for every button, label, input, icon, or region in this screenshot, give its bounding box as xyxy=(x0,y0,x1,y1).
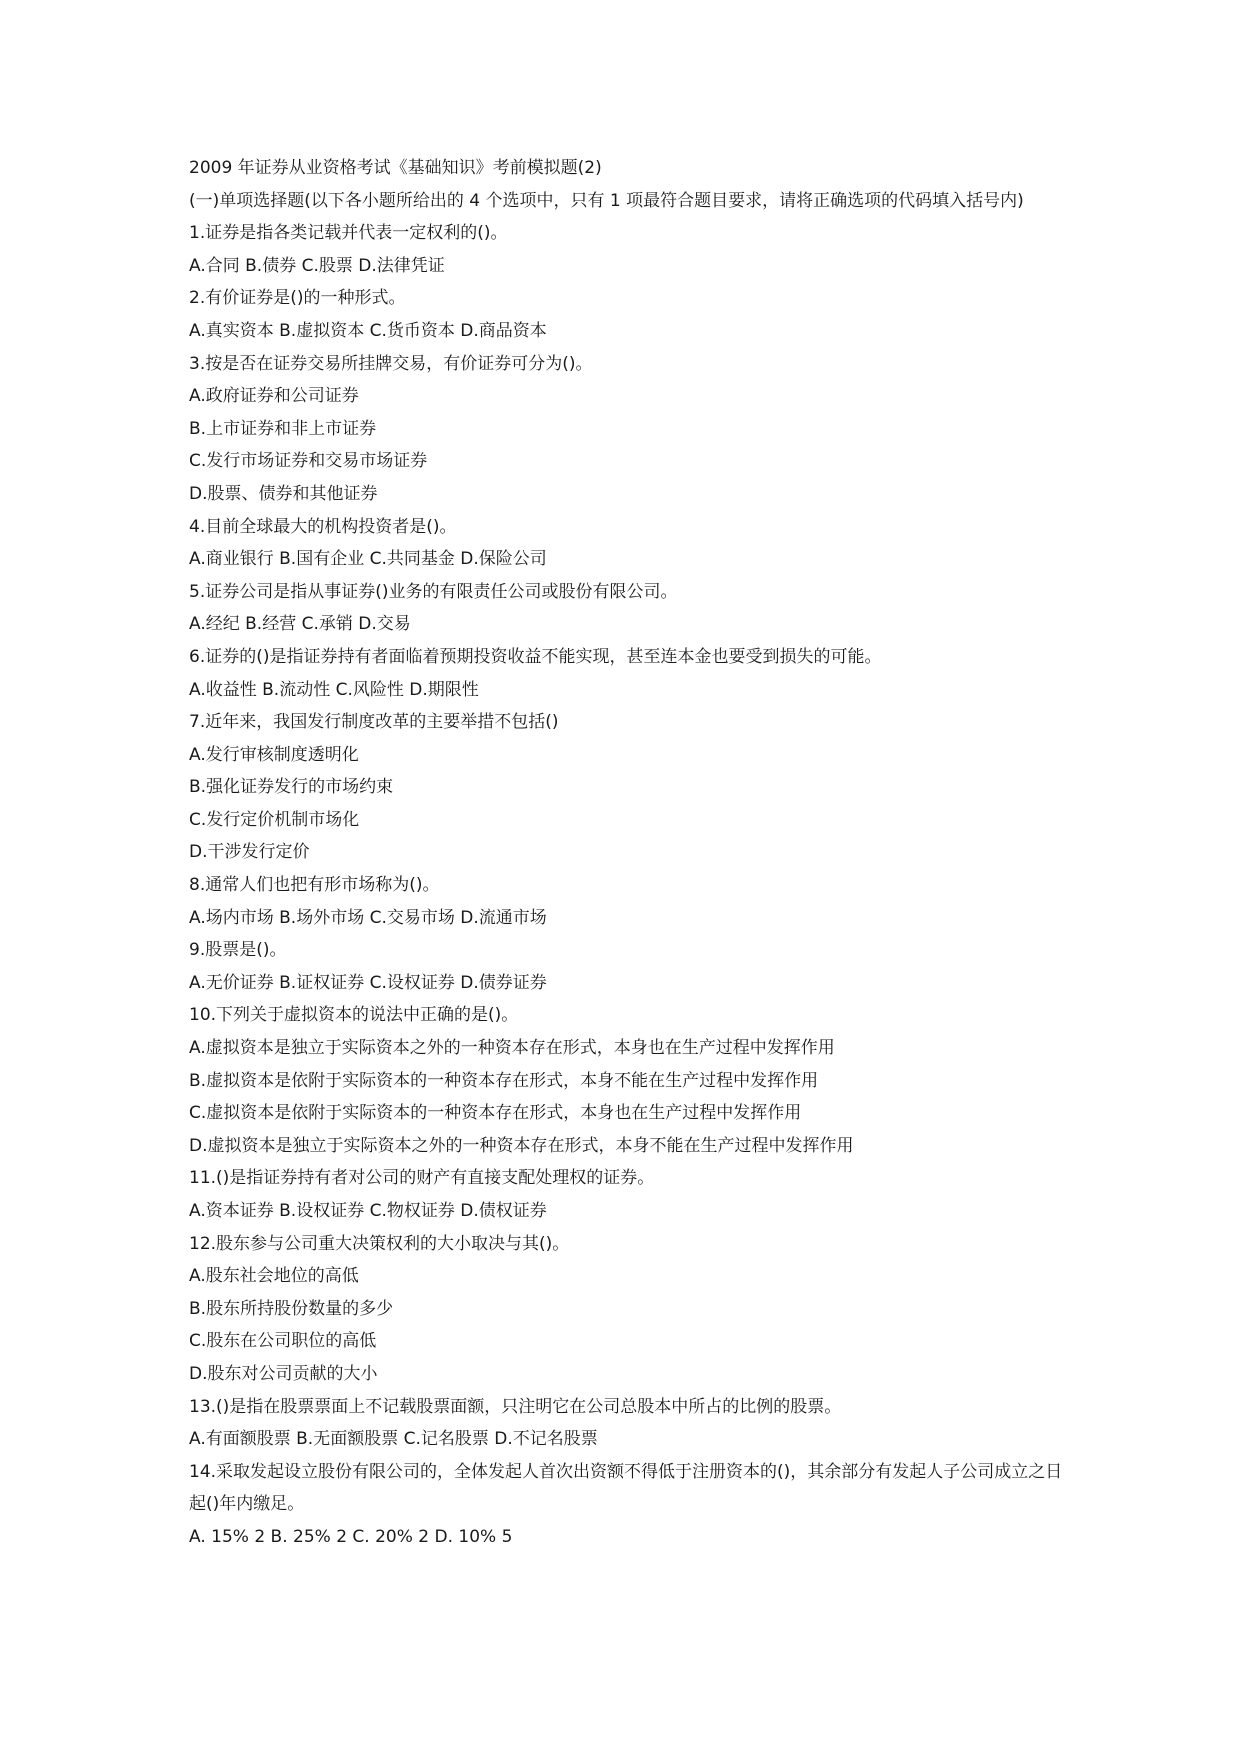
question-option: A.发行审核制度透明化 xyxy=(189,744,359,765)
question-option: B.上市证券和非上市证券 xyxy=(189,418,377,439)
question-block xyxy=(189,511,1069,576)
question-option: A.资本证券 B.设权证券 C.物权证券 D.债权证券 xyxy=(189,1201,547,1221)
question-option: C.股东在公司职位的高低 xyxy=(189,1331,377,1352)
question-stem: 13.()是指在股票票面上不记载股票面额，只注明它在公司总股本中所占的比例的股票。 xyxy=(189,1396,842,1417)
question-stem: 11.()是指证券持有者对公司的财产有直接支配处理权的证券。 xyxy=(189,1168,655,1189)
question-option: C.虚拟资本是依附于实际资本的一种资本存在形式，本身也在生产过程中发挥作用 xyxy=(189,1103,802,1124)
question-stem: 7.近年来，我国发行制度改革的主要举措不包括() xyxy=(189,712,559,733)
question-option: B.虚拟资本是依附于实际资本的一种资本存在形式，本身不能在生产过程中发挥作用 xyxy=(189,1070,819,1091)
question-block xyxy=(189,217,1069,282)
question-option: A.场内市场 B.场外市场 C.交易市场 D.流通市场 xyxy=(189,907,547,928)
question-option: A.虚拟资本是独立于实际资本之外的一种资本存在形式，本身也在生产过程中发挥作用 xyxy=(189,1038,835,1059)
question-block xyxy=(189,348,1069,511)
question-block xyxy=(189,1456,1069,1554)
question-option: D.股东对公司贡献的大小 xyxy=(189,1363,378,1384)
question-stem: 6.证券的()是指证券持有者面临着预期投资收益不能实现，甚至连本金也要受到损失的可能。 xyxy=(189,646,882,667)
question-stem: 8.通常人们也把有形市场称为()。 xyxy=(189,875,440,896)
question-stem: 14.采取发起设立股份有限公司的，全体发起人首次出资额不得低于注册资本的()，其余部分有发起人子公司成立之日起()年内缴足。 xyxy=(189,1461,1063,1515)
question-block xyxy=(189,1162,1069,1227)
question-option: A.有面额股票 B.无面额股票 C.记名股票 D.不记名股票 xyxy=(189,1429,598,1450)
question-block xyxy=(189,999,1069,1162)
document-title: 2009 年证券从业资格考试《基础知识》考前模拟题(2) xyxy=(189,158,602,178)
question-option: A.合同 B.债券 C.股票 D.法律凭证 xyxy=(189,255,445,276)
question-stem: 9.股票是()。 xyxy=(189,940,287,961)
question-stem: 10.下列关于虚拟资本的说法中正确的是()。 xyxy=(189,1005,519,1026)
question-block xyxy=(189,641,1069,706)
question-option: A.经纪 B.经营 C.承销 D.交易 xyxy=(189,614,411,635)
question-block xyxy=(189,706,1069,869)
question-stem: 5.证券公司是指从事证券()业务的有限责任公司或股份有限公司。 xyxy=(189,581,678,602)
question-stem: 2.有价证券是()的一种形式。 xyxy=(189,288,406,309)
document-content xyxy=(189,152,1069,1554)
question-stem: 1.证券是指各类记载并代表一定权利的()。 xyxy=(189,223,508,244)
question-block xyxy=(189,869,1069,934)
question-block xyxy=(189,1228,1069,1391)
question-option: A. 15% 2 B. 25% 2 C. 20% 2 D. 10% 5 xyxy=(189,1526,513,1547)
question-block xyxy=(189,1391,1069,1456)
question-block xyxy=(189,934,1069,999)
section-heading: (一)单项选择题(以下各小题所给出的 4 个选项中，只有 1 项最符合题目要求，请将正确选项的代码填入括号内) xyxy=(189,190,1024,211)
question-block xyxy=(189,576,1069,641)
question-option: D.干涉发行定价 xyxy=(189,842,310,863)
question-block xyxy=(189,282,1069,347)
question-stem: 3.按是否在证券交易所挂牌交易，有价证券可分为()。 xyxy=(189,353,593,374)
question-option: D.股票、债券和其他证券 xyxy=(189,483,378,504)
question-option: C.发行定价机制市场化 xyxy=(189,809,360,830)
question-option: A.收益性 B.流动性 C.风险性 D.期限性 xyxy=(189,679,479,700)
question-option: A.真实资本 B.虚拟资本 C.货币资本 D.商品资本 xyxy=(189,320,547,341)
question-option: D.虚拟资本是独立于实际资本之外的一种资本存在形式，本身不能在生产过程中发挥作用 xyxy=(189,1135,854,1156)
question-stem: 4.目前全球最大的机构投资者是()。 xyxy=(189,516,457,537)
question-option: B.强化证券发行的市场约束 xyxy=(189,777,394,798)
question-option: A.股东社会地位的高低 xyxy=(189,1266,359,1287)
question-option: A.无价证券 B.证权证券 C.设权证券 D.债券证券 xyxy=(189,972,547,993)
question-option: B.股东所持股份数量的多少 xyxy=(189,1298,394,1319)
question-option: A.商业银行 B.国有企业 C.共同基金 D.保险公司 xyxy=(189,549,547,570)
question-option: A.政府证券和公司证券 xyxy=(189,386,359,407)
question-stem: 12.股东参与公司重大决策权利的大小取决与其()。 xyxy=(189,1233,570,1254)
question-option: C.发行市场证券和交易市场证券 xyxy=(189,451,428,472)
